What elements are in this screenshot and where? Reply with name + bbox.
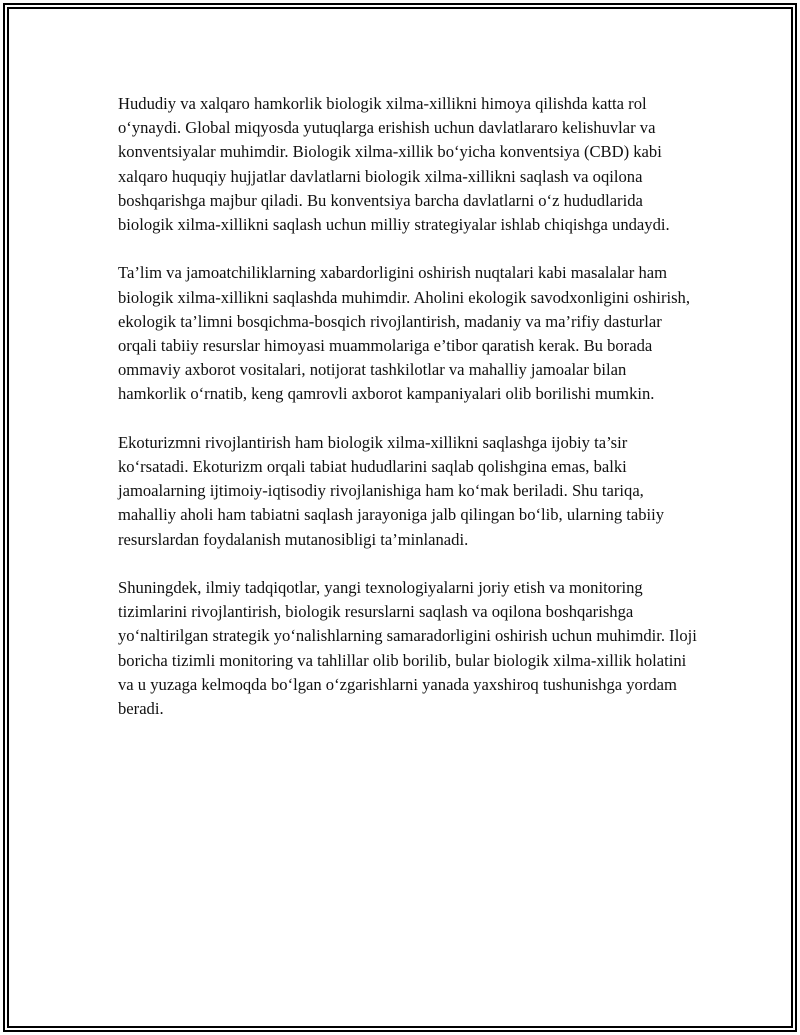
paragraph-1: Hududiy va xalqaro hamkorlik biologik xilma-xillikni himoya qilishda katta rol o‘ynaydi. Global miqyosda yutuqlarga erishish uchun davlatlararo kelishuvlar va konventsiyalar muhimdir. Biologik xilma-xillik bo‘yicha konventsiya (CBD) kabi xalqaro huquqiy hujjatlar davlatlarni biologik xilma-xillikni saqlash va oqilona boshqarishga majbur qiladi. Bu konventsiya barcha davlatlarni o‘z hududlarida biologik xilma-xillikni saqlash uchun milliy strategiyalar ishlab chiqishga undaydi. bbox=[118, 94, 670, 235]
paragraph-4: Shuningdek, ilmiy tadqiqotlar, yangi texnologiyalarni joriy etish va monitoring tizimlarini rivojlantirish, biologik resurslarni saqlash va oqilona boshqarishga yo‘naltirilgan strategik yo‘nalishlarning samaradorligini oshirish uchun muhimdir. Iloji boricha tizimli monitoring va tahlillar olib borilib, bular biologik xilma-xillik holatini va u yuzaga kelmoqda bo‘lgan o‘zgarishlarni yanada yaxshiroq tushunishga yordam beradi. bbox=[118, 578, 697, 719]
document-body bbox=[118, 92, 698, 745]
paragraph-2: Ta’lim va jamoatchiliklarning xabardorligini oshirish nuqtalari kabi masalalar ham biologik xilma-xillikni saqlashda muhimdir. Aholini ekologik savodxonligini oshirish, ekologik ta’limni bosqichma-bosqich rivojlantirish, madaniy va ma’rifiy dasturlar orqali tabiiy resurslar himoyasi muammolariga e’tibor qaratish kerak. Bu borada ommaviy axborot vositalari, notijorat tashkilotlar va mahalliy jamoalar bilan hamkorlik o‘rnatib, keng qamrovli axborot kampaniyalari olib borilishi mumkin. bbox=[118, 263, 691, 404]
paragraph-3: Ekoturizmni rivojlantirish ham biologik xilma-xillikni saqlashga ijobiy ta’sir ko‘rsatadi. Ekoturizm orqali tabiat hududlarini saqlab qolishgina emas, balki jamoalarning ijtimoiy-iqtisodiy rivojlanishiga ham ko‘mak beriladi. Shu tariqa, mahalliy aholi ham tabiatni saqlash jarayoniga jalb qilingan bo‘lib, ularning tabiiy resurslardan foydalanish mutanosibligi ta’minlanadi. bbox=[118, 432, 665, 549]
